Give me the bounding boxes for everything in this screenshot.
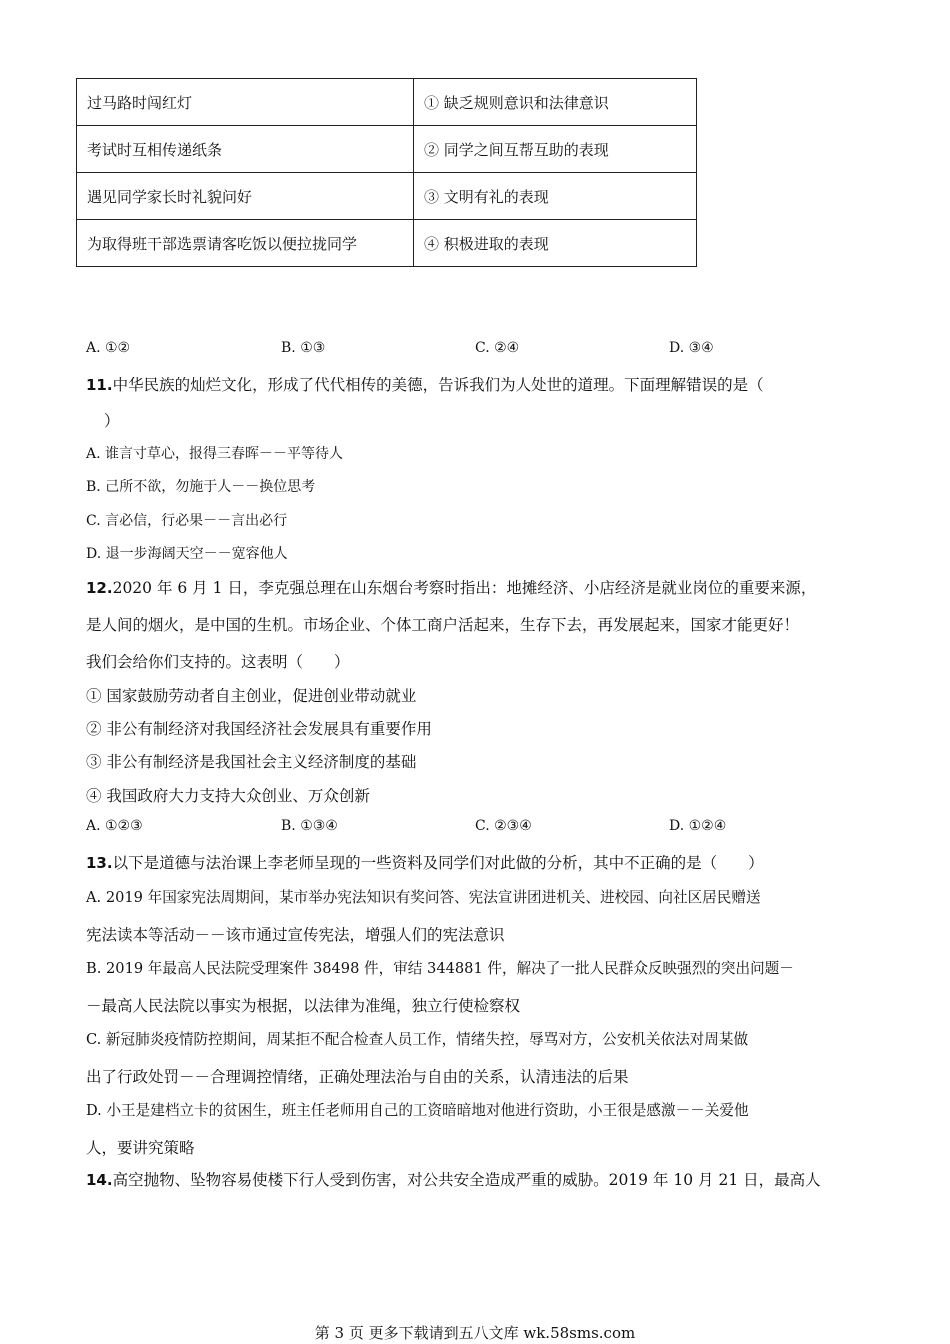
q13-stem [86, 851, 764, 873]
table-row [77, 220, 697, 267]
q11-option-b: B. 己所不欲，勿施于人－－换位思考 [86, 479, 316, 495]
q11-stem-line-2: ） [104, 412, 120, 430]
question-number: 13. [86, 854, 113, 872]
question-number: 14. [86, 1171, 113, 1189]
table-row [77, 79, 697, 126]
table-row [77, 173, 697, 220]
q11-stem [86, 373, 764, 395]
q13-option-a-line-1: A. 2019 年国家宪法周期间，某市举办宪法知识有奖问答、宪法宣讲团进机关、进校园、向社区居民赠送 [86, 889, 761, 906]
q11-option-c: C. 言必信，行必果－－言出必行 [86, 513, 288, 529]
table-cell-behavior: 过马路时闯红灯 [77, 79, 414, 126]
q14-stem [86, 1168, 821, 1190]
table-cell-behavior: 考试时互相传递纸条 [77, 126, 414, 173]
matching-table [76, 78, 697, 267]
q12-option-d: D. ①②④ [669, 818, 727, 834]
q11-option-d: D. 退一步海阔天空－－宽容他人 [86, 546, 288, 562]
q12-option-c: C. ②③④ [475, 818, 532, 834]
table-cell-judgment: ① 缺乏规则意识和法律意识 [414, 79, 697, 126]
table-row [77, 126, 697, 173]
page-footer: 第 3 页 更多下载请到五八文库 wk.58sms.com [314, 1324, 636, 1342]
q10-option-a: A. ①② [86, 340, 131, 356]
q10-option-d: D. ③④ [669, 340, 714, 356]
q12-option-b: B. ①③④ [281, 818, 338, 834]
q12-stem-line-3: 我们会给你们支持的。这表明（ ） [86, 653, 350, 671]
q10-option-b: B. ①③ [281, 340, 326, 356]
q13-option-b-line-2: －最高人民法院以事实为根据，以法律为准绳，独立行使检察权 [86, 997, 521, 1015]
q13-option-d-line-2: 人，要讲究策略 [86, 1139, 195, 1157]
table-cell-behavior: 遇见同学家长时礼貌问好 [77, 173, 414, 220]
q13-option-d-line-1: D. 小王是建档立卡的贫困生，班主任老师用自己的工资暗暗地对他进行资助，小王很是感激－－关爱他 [86, 1102, 749, 1119]
q13-option-c-line-2: 出了行政处罚－－合理调控情绪，正确处理法治与自由的关系，认清违法的后果 [86, 1068, 629, 1086]
q12-stem-line-1: 2020 年 6 月 1 日，李克强总理在山东烟台考察时指出：地摊经济、小店经济是就业岗位的重要来源， [112, 579, 817, 597]
q12-item-4: ④ 我国政府大力支持大众创业、万众创新 [86, 787, 370, 805]
table-cell-judgment: ③ 文明有礼的表现 [414, 173, 697, 220]
q12-item-2: ② 非公有制经济对我国经济社会发展具有重要作用 [86, 720, 432, 738]
q11-option-a: A. 谁言寸草心，报得三春晖－－平等待人 [86, 446, 344, 462]
q10-option-c: C. ②④ [475, 340, 520, 356]
q12-item-3: ③ 非公有制经济是我国社会主义经济制度的基础 [86, 753, 417, 771]
q13-stem-text: 以下是道德与法治课上李老师呈现的一些资料及同学们对此做的分析，其中不正确的是（ ） [112, 854, 764, 872]
q13-option-c-line-1: C. 新冠肺炎疫情防控期间，周某拒不配合检查人员工作，情绪失控，辱骂对方，公安机关依法对周某做 [86, 1031, 749, 1048]
q12-item-1: ① 国家鼓励劳动者自主创业，促进创业带动就业 [86, 687, 417, 705]
q14-stem-line-1: 高空抛物、坠物容易使楼下行人受到伤害，对公共安全造成严重的威胁。2019 年 10 月 21 日，最高人 [112, 1171, 821, 1189]
q13-option-b-line-1: B. 2019 年最高人民法院受理案件 38498 件，审结 344881 件，解决了一批人民群众反映强烈的突出问题－ [86, 960, 794, 977]
q11-stem-line-1: 中华民族的灿烂文化，形成了代代相传的美德，告诉我们为人处世的道理。下面理解错误的是（ [112, 376, 764, 394]
table-cell-judgment: ② 同学之间互帮互助的表现 [414, 126, 697, 173]
table-cell-judgment: ④ 积极进取的表现 [414, 220, 697, 267]
q12-stem [86, 576, 816, 598]
q13-option-a-line-2: 宪法读本等活动－－该市通过宣传宪法，增强人们的宪法意识 [86, 926, 505, 944]
question-number: 12. [86, 579, 113, 597]
table-cell-behavior: 为取得班干部选票请客吃饭以便拉拢同学 [77, 220, 414, 267]
q12-stem-line-2: 是人间的烟火，是中国的生机。市场企业、个体工商户活起来，生存下去，再发展起来，国家才能更好！ [86, 616, 800, 634]
q12-option-a: A. ①②③ [86, 818, 143, 834]
question-number: 11. [86, 376, 113, 394]
